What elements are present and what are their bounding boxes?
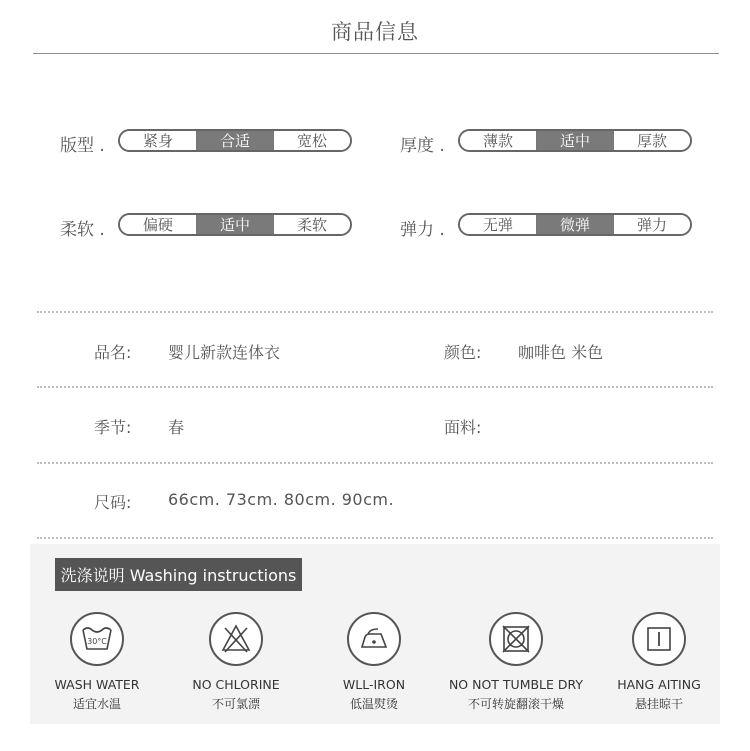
- wash-water-en: WASH WATER: [54, 677, 140, 692]
- no-tumble-dry-cn: 不可转旋翻滚干燥: [467, 697, 564, 711]
- no-chlorine-item: [166, 612, 306, 712]
- fit-label: 版型 .: [60, 136, 105, 156]
- low-iron-item: [304, 612, 444, 712]
- elasticity-option-none: 无弹: [460, 215, 537, 234]
- no-chlorine-icon: [209, 612, 263, 666]
- softness-option-soft: 柔软: [274, 215, 350, 234]
- color-value: 咖啡色 米色: [518, 343, 604, 362]
- no-tumble-dry-icon: [489, 612, 543, 666]
- thickness-option-thick: 厚款: [614, 131, 690, 150]
- thickness-selector: [458, 129, 692, 152]
- softness-label: 柔软 .: [60, 220, 105, 240]
- season-value: 春: [168, 418, 185, 437]
- page-title: 商品信息: [331, 20, 419, 44]
- low-iron-en: WLL-IRON: [342, 677, 406, 692]
- product-name-label: 品名:: [94, 343, 132, 362]
- hang-dry-icon: [632, 612, 686, 666]
- size-label: 尺码:: [94, 493, 132, 512]
- no-chlorine-cn: 不可氯漂: [211, 697, 260, 711]
- wash-temp-text: 30°C: [87, 637, 107, 646]
- wash-water-cn: 适宜水温: [72, 697, 121, 711]
- season-label: 季节:: [94, 418, 132, 437]
- hang-dry-cn: 悬挂晾干: [634, 697, 683, 711]
- no-tumble-dry-item: [446, 612, 586, 712]
- elasticity-selector: [458, 213, 692, 236]
- elasticity-option-stretch: 弹力: [614, 215, 690, 234]
- thickness-option-thin: 薄款: [460, 131, 537, 150]
- fit-option-loose: 宽松: [274, 131, 350, 150]
- fit-selector: [118, 129, 352, 152]
- softness-option-hard: 偏硬: [120, 215, 197, 234]
- thickness-label: 厚度 .: [400, 136, 445, 156]
- low-iron-cn: 低温熨烫: [349, 697, 398, 711]
- product-name-value: 婴儿新款连体衣: [168, 343, 281, 362]
- softness-selector: [118, 213, 352, 236]
- hang-dry-item: [589, 612, 729, 712]
- elasticity-label: 弹力 .: [400, 220, 445, 240]
- spec-divider: [37, 386, 713, 388]
- spec-divider: [37, 462, 713, 464]
- no-tumble-dry-en: NO NOT TUMBLE DRY: [448, 677, 584, 692]
- fit-option-regular: 合适: [197, 131, 274, 150]
- elasticity-option-slight: 微弹: [537, 215, 614, 234]
- low-iron-icon: [347, 612, 401, 666]
- fit-option-tight: 紧身: [120, 131, 197, 150]
- spec-divider: [37, 311, 713, 313]
- softness-option-medium: 适中: [197, 215, 274, 234]
- spec-divider: [37, 537, 713, 539]
- color-label: 颜色:: [444, 343, 482, 362]
- washing-header: 洗涤说明 Washing instructions: [55, 558, 302, 591]
- no-chlorine-en: NO CHLORINE: [192, 677, 280, 692]
- thickness-option-medium: 适中: [537, 131, 614, 150]
- wash-water-item: [27, 612, 167, 712]
- fabric-label: 面料:: [444, 418, 482, 437]
- size-value: 66cm. 73cm. 80cm. 90cm.: [168, 490, 395, 509]
- title-divider: [33, 53, 719, 54]
- wash-30c-icon: [70, 612, 124, 666]
- hang-dry-en: HANG AITING: [617, 677, 701, 692]
